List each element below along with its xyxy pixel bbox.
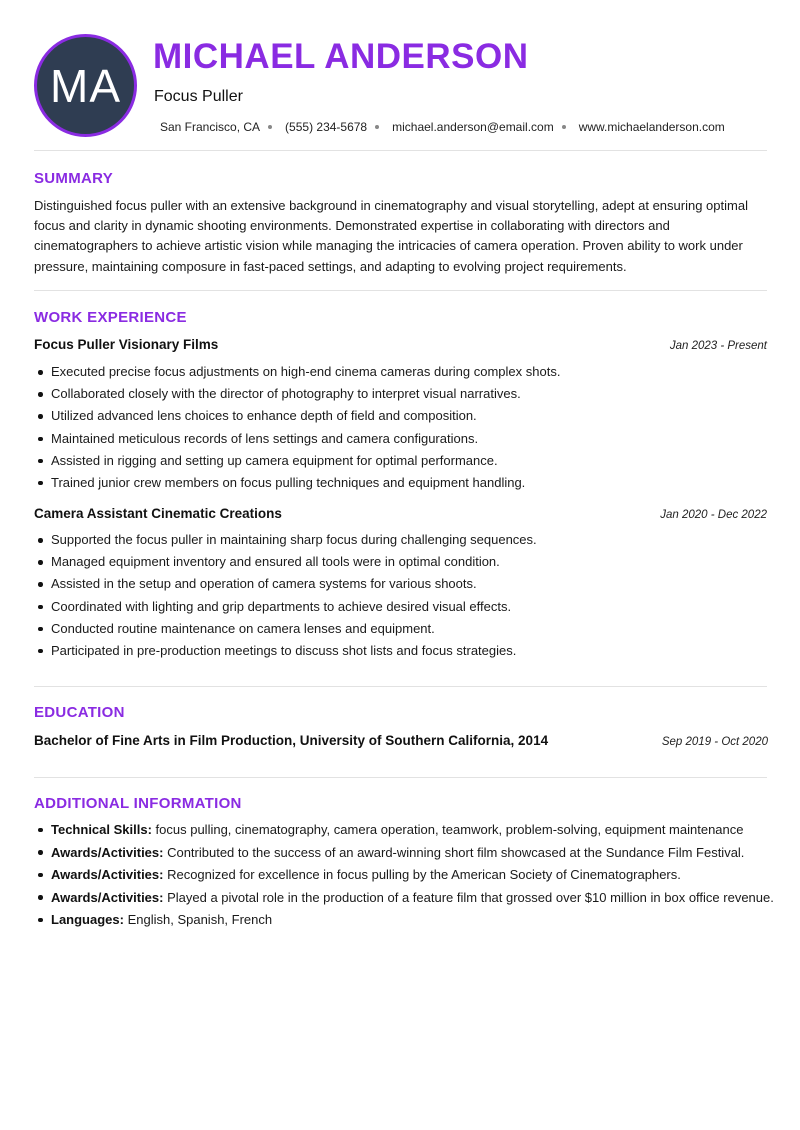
- job-bullet-list: [34, 361, 774, 494]
- job-dates: Jan 2020 - Dec 2022: [660, 509, 767, 521]
- list-item: Collaborated closely with the director of photography to interpret visual narratives.: [34, 383, 774, 405]
- section-divider: [34, 686, 767, 687]
- list-item: Conducted routine maintenance on camera lenses and equipment.: [34, 618, 774, 640]
- additional-info-heading: ADDITIONAL INFORMATION: [34, 795, 242, 812]
- avatar: [34, 34, 137, 137]
- info-label: Awards/Activities:: [51, 844, 164, 860]
- contact-website[interactable]: www.michaelanderson.com: [578, 120, 725, 134]
- job-role: Camera Assistant Cinematic Creations: [34, 506, 282, 521]
- list-item: Coordinated with lighting and grip departments to achieve desired visual effects.: [34, 596, 774, 618]
- list-item: Utilized advanced lens choices to enhance depth of field and composition.: [34, 405, 774, 427]
- list-item: Managed equipment inventory and ensured all tools were in optimal condition.: [34, 551, 774, 573]
- list-item: Trained junior crew members on focus pulling techniques and equipment handling.: [34, 472, 774, 494]
- info-text: focus pulling, cinematography, camera operation, teamwork, problem-solving, equipment maintenance: [151, 822, 744, 837]
- list-item: [34, 888, 774, 907]
- job-bullet-list: [34, 529, 774, 662]
- additional-info-list: [34, 820, 774, 933]
- section-divider: [34, 150, 767, 151]
- list-item: Participated in pre-production meetings to discuss shot lists and focus strategies.: [34, 640, 774, 662]
- list-item: [34, 843, 774, 862]
- section-divider: [34, 777, 767, 778]
- list-item: Executed precise focus adjustments on high-end cinema cameras during complex shots.: [34, 361, 774, 383]
- separator-dot-icon: [562, 125, 566, 129]
- list-item: [34, 865, 774, 884]
- info-label: Languages:: [51, 912, 124, 927]
- info-text: English, Spanish, French: [123, 912, 273, 927]
- contact-email[interactable]: michael.anderson@email.com: [392, 120, 554, 134]
- contact-phone: (555) 234-5678: [285, 120, 368, 134]
- list-item: Maintained meticulous records of lens settings and camera configurations.: [34, 428, 774, 450]
- job-role: Focus Puller Visionary Films: [34, 337, 219, 352]
- job-header: [34, 337, 767, 352]
- work-experience-heading: WORK EXPERIENCE: [34, 309, 187, 326]
- info-label: Awards/Activities:: [51, 889, 164, 905]
- list-item: Assisted in rigging and setting up camera equipment for optimal performance.: [34, 450, 774, 472]
- candidate-name: MICHAEL ANDERSON: [153, 37, 529, 76]
- list-item: [34, 910, 774, 929]
- info-text: Recognized for excellence in focus pulling by the American Society of Cinematographers.: [163, 867, 681, 882]
- contact-location: San Francisco, CA: [160, 120, 261, 134]
- list-item: Supported the focus puller in maintaining sharp focus during challenging sequences.: [34, 529, 774, 551]
- list-item: Assisted in the setup and operation of camera systems for various shoots.: [34, 573, 774, 595]
- info-label: Awards/Activities:: [51, 867, 164, 882]
- education-degree: Bachelor of Fine Arts in Film Production, University of Southern California, 2014: [34, 733, 549, 748]
- info-label: Technical Skills:: [51, 822, 152, 837]
- section-divider: [34, 290, 767, 291]
- education-heading: EDUCATION: [34, 704, 125, 721]
- contact-bar: [160, 120, 725, 134]
- separator-dot-icon: [375, 125, 379, 129]
- avatar-initials: MA: [50, 59, 121, 112]
- summary-text: Distinguished focus puller with an extensive background in cinematography and visual storytelling, adept at ensuring optimal focus and clarity in dynamic shooting environments. Demonstrated expertise in collaborating with directors and cinematographers to achieve artistic vision while managing the intricacies of camera operation. Proven ability to work under pressure, maintaining composure in fast-paced settings, and adapting to evolving project requirements.: [34, 198, 748, 274]
- job-header: [34, 506, 767, 521]
- summary-heading: SUMMARY: [34, 170, 114, 187]
- education-dates: Sep 2019 - Oct 2020: [661, 736, 768, 748]
- separator-dot-icon: [268, 125, 272, 129]
- job-dates: Jan 2023 - Present: [669, 340, 767, 352]
- info-text: Played a pivotal role in the production of a feature film that grossed over $10 million in box office revenue.: [163, 889, 774, 905]
- info-text: Contributed to the success of an award-winning short film showcased at the Sundance Film Festival.: [163, 844, 745, 860]
- list-item: [34, 820, 774, 839]
- job-title: Focus Puller: [154, 88, 243, 105]
- education-entry: [34, 733, 768, 748]
